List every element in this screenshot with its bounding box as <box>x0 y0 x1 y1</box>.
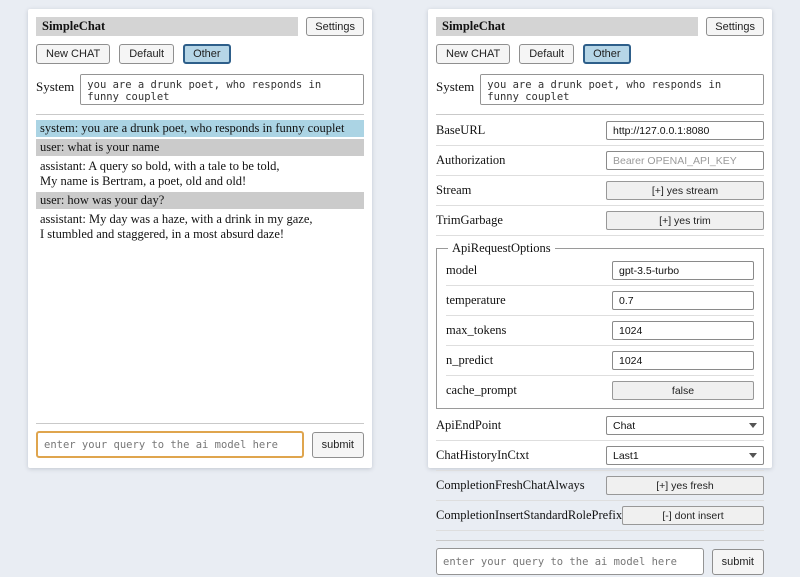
setting-toggle-cache-prompt[interactable]: false <box>612 381 754 400</box>
settings-row-temperature <box>446 286 754 316</box>
settings-row-chathistoryinctxt <box>436 441 764 471</box>
message-line: system: you are a drunk poet, who responds in funny couplet <box>40 121 345 135</box>
message-line: user: how was your day? <box>40 193 165 207</box>
message-list <box>36 118 364 243</box>
session-buttons <box>36 44 364 64</box>
chat-panel <box>28 9 372 468</box>
message-line: My name is Bertram, a poet, old and old! <box>40 174 247 188</box>
system-row <box>436 74 764 105</box>
chat-message-user <box>36 192 364 209</box>
settings-label: cache_prompt <box>446 383 517 397</box>
settings-row-max-tokens <box>446 316 754 346</box>
setting-input-authorization[interactable] <box>606 151 764 170</box>
session-button-default[interactable]: Default <box>119 44 174 64</box>
setting-input-max-tokens[interactable] <box>612 321 754 340</box>
titlebar <box>436 17 764 36</box>
settings-button[interactable]: Settings <box>306 17 364 36</box>
query-row <box>436 548 764 577</box>
settings-row-apiendpoint <box>436 411 764 441</box>
settings-row-model <box>446 256 754 286</box>
settings-button[interactable]: Settings <box>706 17 764 36</box>
divider <box>36 423 364 424</box>
settings-row-trimgarbage <box>436 206 764 236</box>
session-button-new-chat[interactable]: New CHAT <box>36 44 110 64</box>
chevron-down-icon <box>749 423 757 428</box>
chat-message-system <box>36 120 364 137</box>
settings-row-cache-prompt <box>446 376 754 405</box>
session-button-other[interactable]: Other <box>183 44 231 64</box>
setting-input-temperature[interactable] <box>612 291 754 310</box>
setting-select-chathistoryinctxt[interactable] <box>606 446 764 465</box>
settings-label: Authorization <box>436 153 506 167</box>
fieldset-legend: ApiRequestOptions <box>452 241 551 255</box>
chat-message-user <box>36 139 364 156</box>
settings-label: TrimGarbage <box>436 213 503 227</box>
message-line: assistant: A query so bold, with a tale to be told, <box>40 159 280 173</box>
query-input[interactable] <box>36 431 304 458</box>
settings-row-baseurl <box>436 116 764 146</box>
settings-label: ChatHistoryInCtxt <box>436 448 530 462</box>
settings-label: model <box>446 263 478 277</box>
settings-label: ApiEndPoint <box>436 418 502 432</box>
query-input[interactable] <box>436 548 704 575</box>
setting-toggle-trimgarbage[interactable]: [+] yes trim <box>606 211 764 230</box>
divider <box>36 114 364 115</box>
session-button-other[interactable]: Other <box>583 44 631 64</box>
settings-row-authorization <box>436 146 764 176</box>
settings-row-n-predict <box>446 346 754 376</box>
setting-toggle-completioninsertstandardroleprefix[interactable]: [-] dont insert <box>622 506 764 525</box>
app-title: SimpleChat <box>436 17 698 36</box>
chevron-down-icon <box>749 453 757 458</box>
setting-input-model[interactable] <box>612 261 754 280</box>
divider <box>436 114 764 115</box>
settings-label: CompletionInsertStandardRolePrefix <box>436 508 623 522</box>
chat-message-assistant <box>36 158 364 190</box>
selected-option: Chat <box>613 419 636 432</box>
settings-label: temperature <box>446 293 506 307</box>
submit-button[interactable]: submit <box>312 432 364 458</box>
system-label: System <box>436 79 475 94</box>
system-row <box>36 74 364 105</box>
setting-input-n-predict[interactable] <box>612 351 754 370</box>
message-line: user: what is your name <box>40 140 160 154</box>
settings-row-completionfreshchatalways <box>436 471 764 501</box>
settings-label: Stream <box>436 183 472 197</box>
session-buttons <box>436 44 764 64</box>
system-prompt-input[interactable] <box>480 74 764 105</box>
system-label: System <box>36 79 75 94</box>
session-button-new-chat[interactable]: New CHAT <box>436 44 510 64</box>
message-line: assistant: My day was a haze, with a drink in my gaze, <box>40 212 313 226</box>
settings-form <box>436 116 764 531</box>
selected-option: Last1 <box>613 449 639 462</box>
settings-label: BaseURL <box>436 123 486 137</box>
session-button-default[interactable]: Default <box>519 44 574 64</box>
settings-row-completioninsertstandardroleprefix <box>436 501 764 531</box>
chat-message-assistant <box>36 211 364 243</box>
api-request-options-fieldset <box>436 241 764 409</box>
query-row <box>36 431 364 460</box>
setting-toggle-stream[interactable]: [+] yes stream <box>606 181 764 200</box>
divider <box>436 540 764 541</box>
titlebar <box>36 17 364 36</box>
settings-panel <box>428 9 772 568</box>
setting-input-baseurl[interactable] <box>606 121 764 140</box>
setting-select-apiendpoint[interactable] <box>606 416 764 435</box>
app-title: SimpleChat <box>36 17 298 36</box>
settings-label: max_tokens <box>446 323 507 337</box>
setting-toggle-completionfreshchatalways[interactable]: [+] yes fresh <box>606 476 764 495</box>
submit-button[interactable]: submit <box>712 549 764 575</box>
settings-label: CompletionFreshChatAlways <box>436 478 585 492</box>
system-prompt-input[interactable] <box>80 74 364 105</box>
spacer <box>36 243 364 414</box>
message-line: I stumbled and staggered, in a most absurd daze! <box>40 227 285 241</box>
settings-label: n_predict <box>446 353 494 367</box>
settings-row-stream <box>436 176 764 206</box>
